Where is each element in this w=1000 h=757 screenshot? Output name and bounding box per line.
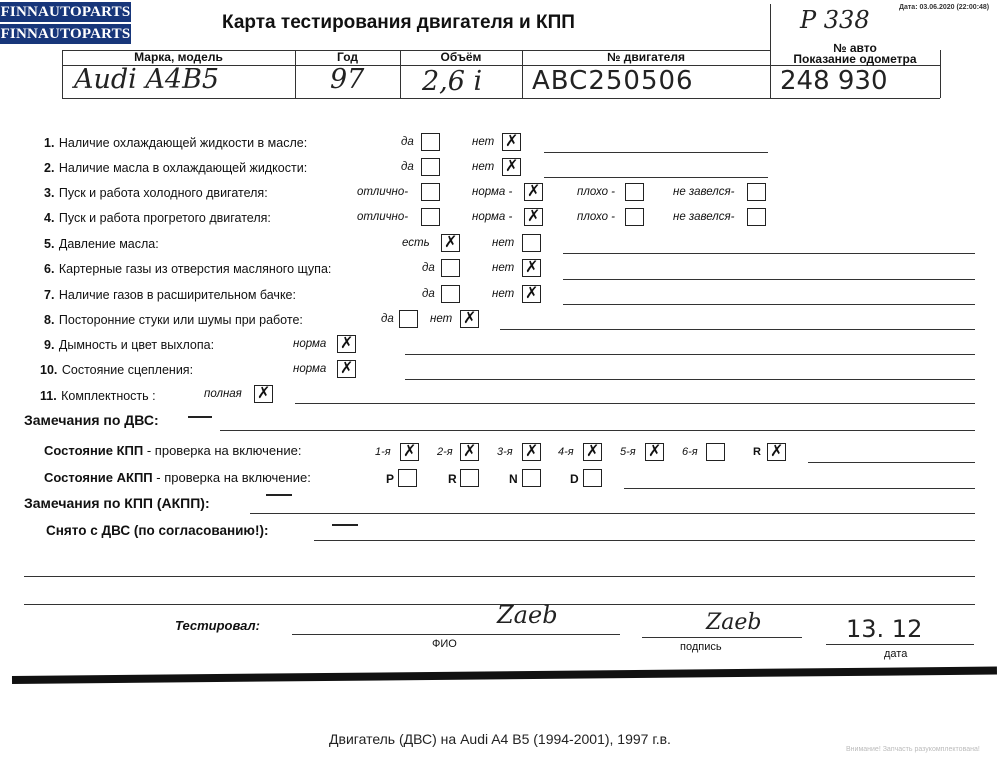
question-11 — [40, 387, 156, 405]
q7-notes-line — [563, 304, 975, 305]
question-2 — [44, 159, 307, 177]
question-1 — [44, 134, 307, 152]
q6-no-checkbox[interactable] — [522, 259, 541, 277]
q3-excellent-checkbox[interactable] — [421, 183, 440, 201]
remarks-engine-dash — [188, 416, 212, 418]
gear-2-label: 2-я — [437, 446, 453, 458]
q2-notes-line — [544, 177, 768, 178]
akpp-n-label: N — [509, 472, 518, 486]
akpp-row-label — [44, 470, 311, 485]
question-text: Дымность и цвет выхлопа: — [58, 338, 215, 352]
q5-present-checkbox[interactable] — [441, 234, 460, 252]
question-text: Состояние сцепления: — [61, 363, 194, 377]
opt-bad: плохо - — [577, 186, 615, 198]
date-label: дата — [884, 648, 908, 660]
year-label: Год — [337, 50, 358, 64]
question-8 — [44, 311, 303, 329]
remarks-kpp-label: Замечания по КПП (АКПП): — [24, 495, 210, 511]
akpp-p-checkbox[interactable] — [398, 469, 417, 487]
opt-yes: да — [381, 313, 394, 325]
gear-r-label: R — [753, 446, 761, 458]
opt-normal: норма - — [472, 186, 513, 198]
question-number: 4. — [44, 211, 55, 225]
opt-no: нет — [492, 262, 515, 274]
opt-normal: норма — [293, 363, 327, 375]
opt-not-started: не завелся- — [673, 211, 735, 223]
gear-3-label: 3-я — [497, 446, 513, 458]
question-number: 7. — [44, 288, 55, 302]
engine-no-value: ABC250506 — [532, 66, 694, 96]
q1-yes-checkbox[interactable] — [421, 133, 440, 151]
signature-handwritten: Zaeb — [706, 610, 762, 635]
header-table — [62, 50, 940, 108]
q9-notes-line — [405, 354, 975, 355]
q7-yes-checkbox[interactable] — [441, 285, 460, 303]
question-text: Наличие охлаждающей жидкости в масле: — [58, 136, 308, 150]
odometer-value: 248 930 — [780, 66, 888, 96]
bottom-rule — [12, 667, 997, 684]
q11-notes-line — [295, 403, 975, 404]
removed-line-1 — [314, 540, 975, 541]
akpp-r-checkbox[interactable] — [460, 469, 479, 487]
akpp-p-label: P — [386, 472, 395, 486]
opt-yes: да — [401, 136, 414, 148]
opt-no: нет — [472, 161, 495, 173]
gear-2-checkbox[interactable] — [460, 443, 479, 461]
question-text: Давление масла: — [58, 237, 159, 251]
akpp-d-label: D — [570, 472, 579, 486]
q10-normal-checkbox[interactable] — [337, 360, 356, 378]
question-text: Комплектность : — [61, 389, 156, 403]
q8-no-checkbox[interactable] — [460, 310, 479, 328]
volume-value: 2,6 i — [422, 66, 483, 97]
question-text: Наличие газов в расширительном бачке: — [58, 288, 296, 302]
q3-normal-checkbox[interactable] — [524, 183, 543, 201]
gear-4-label: 4-я — [558, 446, 574, 458]
q3-not-started-checkbox[interactable] — [747, 183, 766, 201]
opt-no: нет — [492, 288, 515, 300]
kpp-suffix: - проверка на включение: — [143, 443, 302, 458]
akpp-label: Состояние АКПП — [44, 470, 153, 485]
q9-normal-checkbox[interactable] — [337, 335, 356, 353]
question-number: 6. — [44, 262, 55, 276]
opt-no: нет — [430, 313, 453, 325]
q5-no-checkbox[interactable] — [522, 234, 541, 252]
q1-no-checkbox[interactable] — [502, 133, 521, 151]
question-number: 9. — [44, 338, 55, 352]
fio-handwritten: Zaeb — [497, 601, 558, 629]
date-stamp: Дата: 03.06.2020 (22:00:48) — [899, 4, 990, 11]
gear-1-label: 1-я — [375, 446, 391, 458]
q6-notes-line — [563, 279, 975, 280]
q10-notes-line — [405, 379, 975, 380]
q8-yes-checkbox[interactable] — [399, 310, 418, 328]
opt-excellent: отлично- — [357, 211, 409, 223]
q2-no-checkbox[interactable] — [502, 158, 521, 176]
remarks-engine-label: Замечания по ДВС: — [24, 412, 159, 428]
opt-no: нет — [472, 136, 495, 148]
kpp-label: Состояние КПП — [44, 443, 144, 458]
opt-yes: да — [401, 161, 414, 173]
q4-normal-checkbox[interactable] — [524, 208, 543, 226]
logo-top: FINNAUTOPARTS — [0, 4, 131, 20]
kpp-notes-line — [808, 462, 975, 463]
question-7 — [44, 286, 296, 304]
remarks-kpp-line — [250, 513, 975, 514]
make-model-value: Audi A4B5 — [74, 64, 220, 95]
year-value: 97 — [330, 64, 365, 95]
question-9 — [44, 336, 214, 354]
remarks-engine-line — [220, 430, 975, 431]
opt-bad: плохо - — [577, 211, 615, 223]
gear-3-checkbox[interactable] — [522, 443, 541, 461]
removed-line-2 — [24, 576, 975, 577]
card-number: P 338 — [800, 6, 870, 34]
question-10 — [40, 361, 193, 379]
q8-notes-line — [500, 329, 975, 330]
question-text: Пуск и работа прогретого двигателя: — [58, 211, 271, 225]
fio-line — [292, 634, 620, 635]
engine-no-label: № двигателя — [607, 50, 685, 64]
question-number: 3. — [44, 186, 55, 200]
opt-excellent: отлично- — [357, 186, 409, 198]
opt-not-started: не завелся- — [673, 186, 735, 198]
date-handwritten: 13. 12 — [846, 615, 923, 643]
opt-complete: полная — [204, 388, 242, 400]
question-text: Наличие масла в охлаждающей жидкости: — [58, 161, 308, 175]
opt-yes: да — [422, 288, 435, 300]
question-text: Пуск и работа холодного двигателя: — [58, 186, 268, 200]
opt-no: нет — [492, 237, 515, 249]
question-number: 8. — [44, 313, 55, 327]
date-line — [826, 644, 974, 645]
q4-bad-checkbox[interactable] — [625, 208, 644, 226]
odometer-label: Показание одометра — [793, 52, 917, 66]
question-number: 1. — [44, 136, 55, 150]
question-4 — [44, 209, 271, 227]
tested-by-label: Тестировал: — [175, 618, 260, 633]
q11-complete-checkbox[interactable] — [254, 385, 273, 403]
q5-notes-line — [563, 253, 975, 254]
question-number: 5. — [44, 237, 55, 251]
removed-dash — [332, 524, 358, 526]
akpp-r-label: R — [448, 472, 457, 486]
akpp-d-checkbox[interactable] — [583, 469, 602, 487]
photo-caption: Двигатель (ДВС) на Audi A4 B5 (1994-2001), 1997 г.в. — [329, 731, 671, 747]
opt-normal: норма - — [472, 211, 513, 223]
signature-line — [642, 637, 802, 638]
gear-5-checkbox[interactable] — [645, 443, 664, 461]
gear-4-checkbox[interactable] — [583, 443, 602, 461]
remarks-kpp-dash — [266, 494, 292, 496]
question-number: 11. — [40, 389, 57, 403]
watermark: Внимание! Запчасть разукомплектована! — [846, 746, 980, 753]
question-text: Картерные газы из отверстия масляного щупа: — [58, 262, 332, 276]
signature-label: подпись — [680, 641, 722, 653]
gear-1-checkbox[interactable] — [400, 443, 419, 461]
akpp-notes-line — [624, 488, 975, 489]
q4-not-started-checkbox[interactable] — [747, 208, 766, 226]
make-model-label: Марка, модель — [134, 50, 223, 64]
logo-bottom: FINNAUTOPARTS — [0, 26, 131, 42]
q6-yes-checkbox[interactable] — [441, 259, 460, 277]
gear-6-label: 6-я — [682, 446, 698, 458]
removed-label: Снято с ДВС (по согласованию!): — [46, 523, 269, 538]
gear-6-checkbox[interactable] — [706, 443, 725, 461]
q7-no-checkbox[interactable] — [522, 285, 541, 303]
question-3 — [44, 184, 268, 202]
form-title: Карта тестирования двигателя и КПП — [222, 12, 575, 33]
q2-yes-checkbox[interactable] — [421, 158, 440, 176]
fio-label: ФИО — [432, 638, 457, 650]
question-5 — [44, 235, 159, 253]
auto-number-label: № авто — [833, 41, 877, 55]
opt-yes: да — [422, 262, 435, 274]
gear-5-label: 5-я — [620, 446, 636, 458]
q1-notes-line — [544, 152, 768, 153]
q3-bad-checkbox[interactable] — [625, 183, 644, 201]
kpp-row-label — [44, 443, 301, 458]
question-number: 2. — [44, 161, 55, 175]
volume-label: Объём — [440, 50, 482, 64]
question-6 — [44, 260, 331, 278]
question-text: Посторонние стуки или шумы при работе: — [58, 313, 303, 327]
opt-present: есть — [402, 237, 430, 249]
q4-excellent-checkbox[interactable] — [421, 208, 440, 226]
akpp-suffix: - проверка на включение: — [152, 470, 311, 485]
question-number: 10. — [40, 363, 58, 377]
opt-normal: норма — [293, 338, 327, 350]
gear-r-checkbox[interactable] — [767, 443, 786, 461]
akpp-n-checkbox[interactable] — [522, 469, 541, 487]
